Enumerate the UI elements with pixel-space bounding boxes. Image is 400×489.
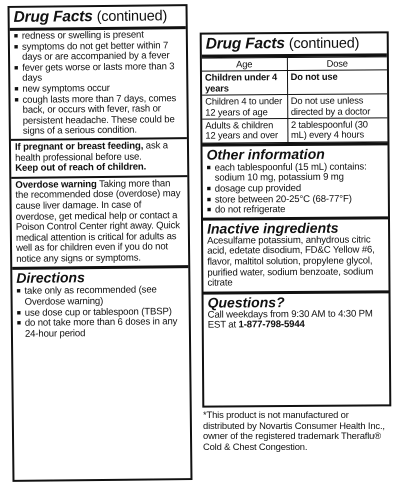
overdose-warning-heading: Overdose warning — [15, 178, 97, 191]
dosage-table — [202, 56, 388, 143]
drug-facts-title: Drug Facts — [205, 35, 285, 53]
age-cell: Children under 4 years — [202, 71, 287, 95]
continued-label: (continued) — [288, 35, 360, 53]
keep-out-warning: Keep out of reach of children. — [15, 161, 147, 175]
directions-title: Directions — [16, 269, 85, 287]
list-item: ■ fever gets worse or lasts more than 3 days — [14, 62, 182, 85]
list-item: ■ do not refrigerate — [207, 205, 384, 217]
list-item: ■ new symptoms occur — [14, 83, 182, 95]
dose-column-header: Dose — [287, 57, 387, 71]
other-information-title: Other information — [206, 145, 325, 163]
list-item: ■ store between 20-25°C (68-77°F) — [207, 194, 384, 206]
overdose-warning-text: Taking more than the recommended dose (overdose) may cause liver damage. In case of overdose, get medical help or contact a Poison Control Center right away. Quick medical attention is critical for adults as well as for children even if you do not notice any signs or symptoms. — [15, 177, 181, 265]
inactive-ingredients-text: Acesulfame potassium, anhydrous citric acid, edetate disodium, FD&C Yellow #6, flavor, maltitol solution, propylene glycol, purified water, sodium benzoate, sodium citrate — [207, 234, 375, 289]
questions-title: Questions? — [207, 293, 285, 311]
other-information-section — [202, 142, 388, 217]
dose-cell: 2 tablespoonful (30 mL) every 4 hours — [287, 118, 387, 143]
dose-cell: Do not use — [287, 70, 387, 95]
inactive-ingredients-title: Inactive ingredients — [207, 219, 339, 237]
table-row — [202, 118, 387, 143]
other-information-list — [203, 161, 388, 217]
continued-label: (continued) — [96, 8, 168, 26]
age-cell: Adults & children 12 years and over — [202, 119, 287, 143]
trademark-footnote: *This product is not manufactured or distributed by Novartis Consumer Health Inc., owner of the registered trademark Theraflu® Cold & Chest Congestion. — [203, 409, 385, 452]
directions-section — [12, 266, 189, 342]
questions-phone: 1-877-798-5944 — [238, 319, 305, 331]
questions-section — [203, 290, 388, 334]
directions-list — [12, 285, 189, 342]
list-item: ■ dosage cup provided — [207, 183, 384, 195]
list-item: ■ do not take more than 6 doses in any 24-hour period — [17, 317, 185, 340]
list-item: ■ use dose cup or tablespoon (TBSP) — [17, 307, 185, 319]
questions-text: Call weekdays from 9:30 AM to 4:30 PM EST at — [207, 308, 373, 331]
inactive-ingredients-section — [203, 216, 389, 291]
table-row — [202, 70, 387, 95]
drug-facts-right-panel — [200, 31, 392, 407]
drug-facts-title: Drug Facts — [13, 8, 93, 26]
list-item: ■ each tablespoonful (15 mL) contains: sodium 10 mg, potassium 9 mg — [207, 162, 384, 184]
dose-cell: Do not use unless directed by a doctor — [287, 94, 387, 119]
overdose-section — [11, 175, 188, 268]
list-item: ■ symptoms do not get better within 7 days or are accompanied by a fever — [14, 41, 182, 64]
pregnant-warning-text: ask a health professional before use. — [15, 140, 168, 164]
stop-use-list — [10, 29, 187, 139]
drug-facts-header-right — [202, 33, 387, 57]
list-item: ■ cough lasts more than 7 days, comes back, or occurs with fever, rash or persistent headache. These could be signs of a serious condition. — [14, 94, 182, 138]
age-column-header: Age — [202, 58, 287, 72]
table-row — [202, 94, 387, 119]
list-item: ■ take only as recommended (see Overdose warning) — [16, 286, 184, 309]
pregnant-section — [11, 137, 187, 177]
list-item: ■ redness or swelling is present — [14, 30, 182, 42]
table-header-row — [202, 57, 387, 72]
age-cell: Children 4 to under 12 years of age — [202, 95, 287, 119]
drug-facts-header-left — [10, 6, 186, 31]
pregnant-warning-heading: If pregnant or breast feeding, — [14, 140, 144, 153]
drug-facts-left-panel — [8, 4, 193, 482]
